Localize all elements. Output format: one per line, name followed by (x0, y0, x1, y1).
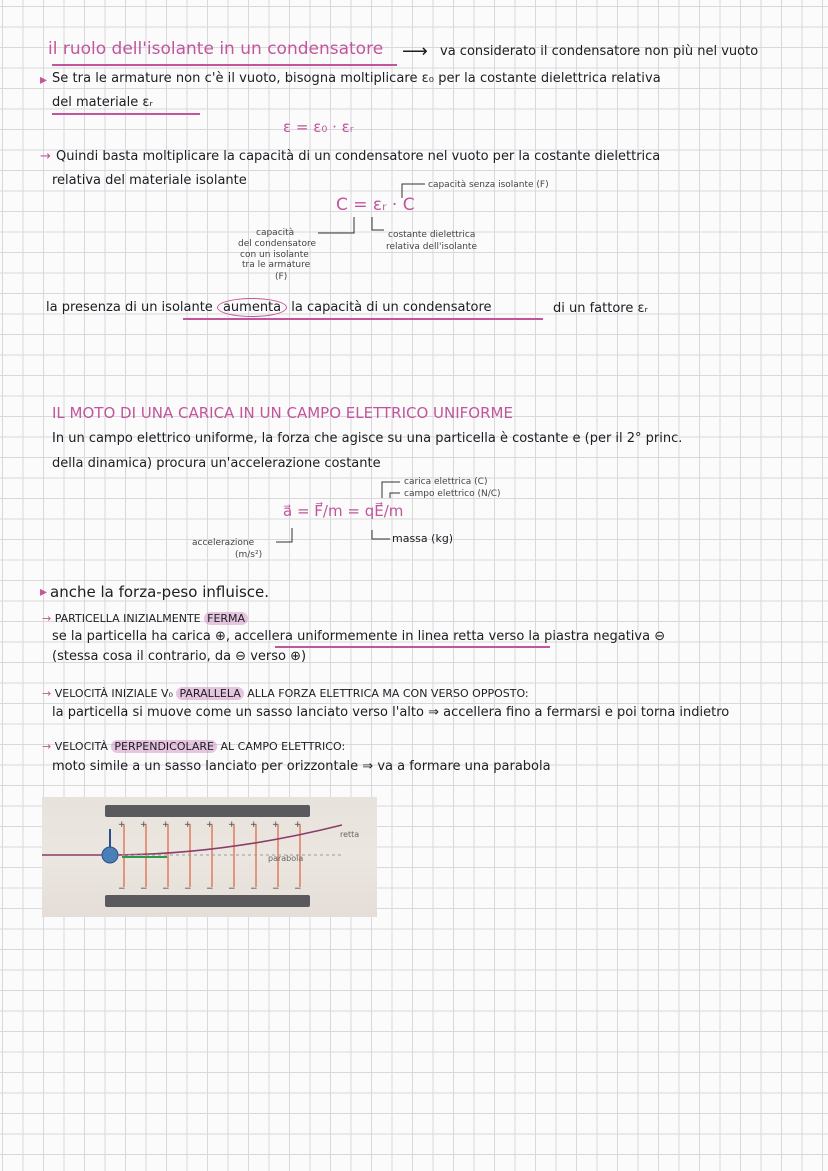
note-dielectric-line2: relativa dell'isolante (386, 242, 477, 252)
section1-paragraph1-line1: Se tra le armature non c'è il vuoto, bisogna moltiplicare ε₀ per la costante dielettrica relativa (52, 71, 661, 86)
section2-title: IL MOTO DI UNA CARICA IN UN CAMPO ELETTRICO UNIFORME (52, 404, 513, 422)
note-mass: massa (kg) (392, 532, 454, 545)
conclusion-circled-word: aumenta (217, 298, 287, 317)
case1-line2: (stessa cosa il contrario, da ⊖ verso ⊕) (52, 649, 307, 664)
section1-title-note: va considerato il condensatore non più nel vuoto (440, 44, 759, 59)
bullet-triangle-icon: ▸ (40, 72, 48, 88)
formula-acceleration: a⃗ = F⃗/m = qE⃗/m (283, 502, 404, 520)
case2-line1: la particella si muove come un sasso lanciato verso l'alto ⇒ accellera fino a fermarsi e poi torna indietro (52, 705, 730, 720)
note-capacity-insulator-line2: del condensatore (238, 239, 317, 249)
svg-text:+: + (294, 820, 302, 830)
arrow-bullet-icon-3: → (42, 687, 55, 700)
label-parabola: parabola (268, 854, 304, 863)
svg-text:−: − (118, 884, 126, 894)
svg-text:+: + (272, 820, 280, 830)
arrow-bullet-icon: → (40, 149, 51, 164)
capacitor-figure (42, 797, 377, 917)
svg-text:−: − (294, 884, 302, 894)
note-capacity-insulator-line5: (F) (275, 272, 288, 282)
case1-title-text: PARTICELLA INIZIALMENTE (54, 612, 201, 625)
case2-title-text-b: ALLA FORZA ELETTRICA MA CON VERSO OPPOSTO: (247, 687, 529, 700)
section2-paragraph-line2: della dinamica) procura un'accelerazione costante (52, 456, 381, 471)
formula-epsilon: ε = ε₀ · εᵣ (283, 118, 354, 136)
note-capacity-insulator-line4: tra le armature (242, 260, 311, 270)
plus-signs (118, 820, 302, 830)
case3-title (42, 741, 345, 754)
svg-text:−: − (184, 884, 192, 894)
capacitor-figure-svg (42, 797, 377, 917)
case2-title (42, 688, 529, 701)
case1-underline (275, 646, 550, 648)
section1-paragraph2-line1: Quindi basta moltiplicare la capacità di un condensatore nel vuoto per la costante dielettrica (56, 149, 661, 164)
svg-text:−: − (250, 884, 258, 894)
svg-text:+: + (228, 820, 236, 830)
weight-note: anche la forza-peso influisce. (50, 583, 270, 601)
svg-text:−: − (162, 884, 170, 894)
upper-plate (105, 805, 310, 817)
arrow-bullet-icon-4: → (42, 740, 55, 753)
conclusion-underline (183, 318, 543, 320)
note-dielectric-line1: costante dielettrica (388, 230, 476, 240)
conclusion-text-a: la presenza di un isolante (46, 300, 213, 315)
svg-text:+: + (118, 820, 126, 830)
case3-line1: moto simile a un sasso lanciato per orizzontale ⇒ va a formare una parabola (52, 759, 551, 774)
case3-title-text-a: VELOCITÀ (54, 740, 108, 753)
formula-capacity: C = εᵣ · C (336, 195, 415, 215)
note-capacity-insulator-line1: capacità (256, 228, 295, 238)
case1-title-highlight: FERMA (204, 612, 248, 625)
svg-text:−: − (206, 884, 214, 894)
lower-plate (105, 895, 310, 907)
svg-text:+: + (184, 820, 192, 830)
note-capacity-insulator-line3: con un isolante (240, 250, 309, 260)
note-acceleration-line1: accelerazione (192, 538, 255, 548)
svg-text:−: − (228, 884, 236, 894)
svg-text:+: + (140, 820, 148, 830)
section1-title: il ruolo dell'isolante in un condensatore (48, 39, 384, 59)
bullet-triangle-icon-2: ▸ (40, 584, 48, 600)
svg-text:+: + (250, 820, 258, 830)
note-acceleration-line2: (m/s²) (235, 550, 263, 560)
arrow-bullet-icon-2: → (42, 612, 55, 625)
note-field: campo elettrico (N/C) (404, 489, 501, 499)
case1-line1: se la particella ha carica ⊕, accellera uniformemente in linea retta verso la piastra negativa ⊖ (52, 629, 666, 644)
arrow-right-icon: ⟶ (402, 41, 428, 62)
svg-text:−: − (272, 884, 280, 894)
svg-text:+: + (206, 820, 214, 830)
svg-text:+: + (162, 820, 170, 830)
case2-title-text-a: VELOCITÀ INIZIALE V₀ (54, 687, 173, 700)
particle (102, 847, 118, 863)
svg-text:−: − (140, 884, 148, 894)
conclusion-part-c: di un fattore εᵣ (553, 301, 648, 316)
case1-title (42, 613, 248, 626)
case3-title-text-b: AL CAMPO ELETTRICO: (220, 740, 346, 753)
note-capacity-no-insulator: capacità senza isolante (F) (428, 180, 549, 190)
conclusion-text-b: la capacità di un condensatore (291, 300, 492, 315)
section1-paragraph1-line2: del materiale εᵣ (52, 95, 153, 110)
note-charge: carica elettrica (C) (404, 477, 488, 487)
label-straight: retta (340, 830, 360, 839)
case2-title-highlight: PARALLELA (176, 687, 243, 700)
conclusion-part-a (46, 301, 492, 316)
section1-paragraph2-line2: relativa del materiale isolante (52, 173, 247, 188)
minus-signs (118, 884, 302, 894)
formula-annotation-lines (0, 0, 828, 300)
case3-title-highlight: PERPENDICOLARE (111, 740, 217, 753)
section2-paragraph-line1: In un campo elettrico uniforme, la forza che agisce su una particella è costante e (per il 2° princ. (52, 431, 683, 446)
